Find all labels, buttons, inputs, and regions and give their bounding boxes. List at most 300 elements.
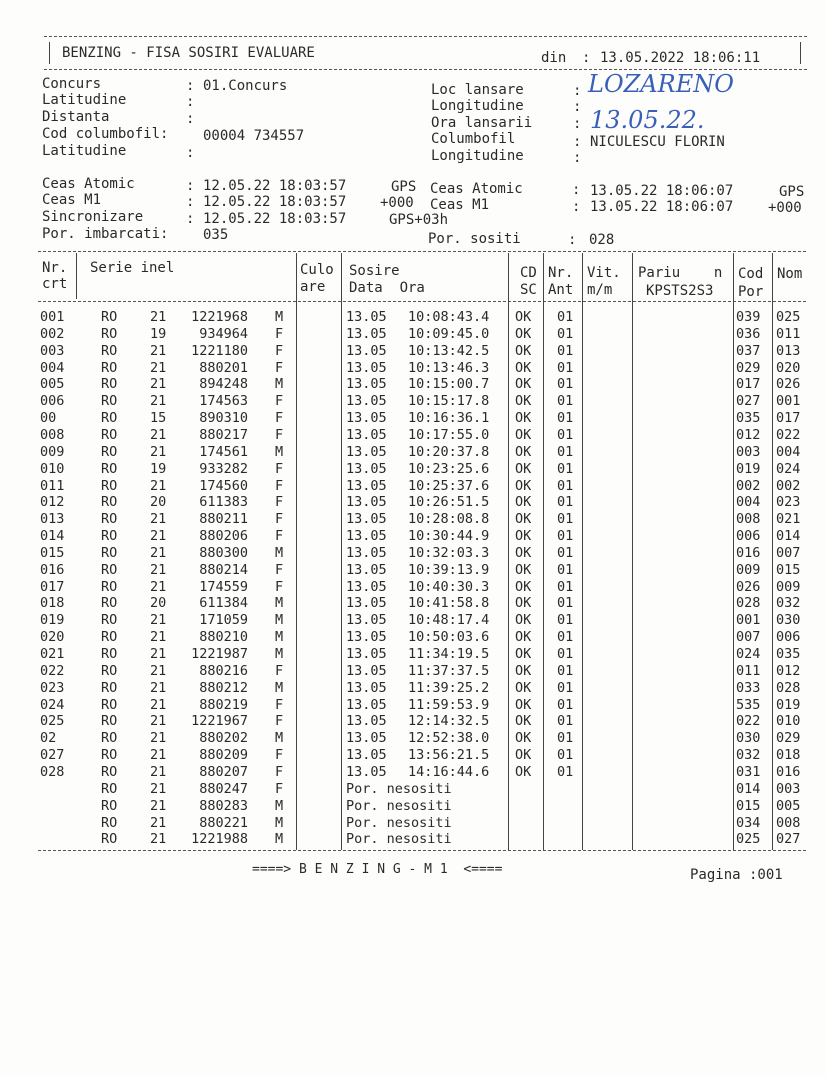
longitudine-label: Longitudine	[431, 98, 524, 114]
cell-ant: 01	[557, 730, 574, 747]
cell-cd: OK	[515, 595, 532, 612]
cell-yr: 21	[150, 629, 167, 646]
col-header-por: Por	[738, 284, 764, 300]
cell-cod: 015	[736, 797, 761, 814]
cell-cd: OK	[515, 561, 532, 578]
cell-ant: 01	[557, 309, 574, 325]
table-header-divider	[38, 301, 806, 302]
cell-cod: 004	[736, 494, 761, 511]
ora-lansarii-label: Ora lansarii	[431, 115, 533, 131]
col-header-ant: Ant	[548, 282, 574, 298]
imbarcati-value: 035	[203, 227, 229, 243]
report-date-colon: :	[582, 50, 591, 66]
cell-sex: M	[275, 814, 284, 831]
cell-num: 611384	[199, 595, 248, 612]
cell-sex: F	[275, 578, 284, 595]
cell-nom: 015	[776, 561, 801, 578]
cell-ant: 01	[557, 342, 574, 359]
cell-cc: RO	[101, 730, 118, 747]
cell-date: Por. nesositi	[346, 797, 452, 814]
ceas-m1-colon: :	[186, 194, 195, 210]
cell-time: 10:25:37.6	[408, 477, 490, 494]
cell-cc: RO	[101, 578, 118, 595]
cell-cod: 016	[736, 544, 761, 561]
cell-nr: 016	[40, 561, 65, 578]
cell-nom: 030	[776, 612, 801, 629]
cell-num: 171059	[199, 612, 248, 629]
cell-cd: OK	[515, 730, 532, 747]
cell-time: 10:15:17.8	[408, 393, 490, 410]
cell-sex: F	[275, 561, 284, 578]
cell-nom: 024	[776, 460, 801, 477]
cell-sex: F	[275, 410, 284, 427]
cell-cc: RO	[101, 376, 118, 393]
cell-time: 10:16:36.1	[408, 410, 490, 427]
cell-cd: OK	[515, 578, 532, 595]
cell-cod: 026	[736, 578, 761, 595]
cell-yr: 21	[150, 831, 167, 848]
col-divider-culo	[296, 253, 297, 850]
cell-time: 11:39:25.2	[408, 679, 490, 696]
cell-ant: 01	[557, 359, 574, 376]
cell-cod: 032	[736, 747, 761, 764]
cell-nr: 004	[40, 359, 65, 376]
cell-num: 174561	[199, 443, 248, 460]
cell-num: 880206	[199, 528, 248, 545]
ceas-atomic-right-value: 13.05.22 18:06:07	[590, 183, 734, 199]
concurs-value: 01.Concurs	[203, 78, 288, 94]
cell-cod: 017	[736, 376, 761, 393]
cell-cc: RO	[101, 747, 118, 764]
cell-sex: M	[275, 544, 284, 561]
cell-cd: OK	[515, 747, 532, 764]
cell-time: 11:34:19.5	[408, 646, 490, 662]
cell-cd: OK	[515, 713, 532, 730]
ceas-atomic-colon: :	[186, 178, 195, 194]
cell-yr: 21	[150, 780, 167, 797]
cell-yr: 21	[150, 561, 167, 578]
cell-cc: RO	[101, 696, 118, 713]
cell-nom: 032	[776, 595, 801, 612]
ceas-atomic-right-suffix: GPS	[779, 184, 805, 200]
cell-nr: 013	[40, 511, 65, 528]
cell-nom: 025	[776, 309, 801, 325]
cell-num: 880207	[199, 763, 248, 780]
cell-date: 13.05	[346, 544, 387, 561]
cell-cd: OK	[515, 662, 532, 679]
cell-yr: 19	[150, 460, 167, 477]
cell-cd: OK	[515, 309, 532, 325]
cell-cd: OK	[515, 528, 532, 545]
cell-ant: 01	[557, 612, 574, 629]
cell-sex: F	[275, 696, 284, 713]
ceas-atomic-right-label: Ceas Atomic	[430, 181, 523, 197]
cell-nom: 028	[776, 679, 801, 696]
cell-date: 13.05	[346, 359, 387, 376]
col-header-kpsts: KPSTS2S3	[646, 283, 714, 299]
cell-cod: 035	[736, 410, 761, 427]
col-header-crt: crt	[42, 276, 68, 292]
cell-nom: 006	[776, 629, 801, 646]
cell-nr: 014	[40, 528, 65, 545]
cell-cod: 025	[736, 831, 761, 848]
cell-cod: 008	[736, 511, 761, 528]
cell-yr: 21	[150, 359, 167, 376]
cell-cd: OK	[515, 342, 532, 359]
col-divider-nrant	[543, 253, 544, 850]
cell-time: 10:26:51.5	[408, 494, 490, 511]
cell-sex: F	[275, 528, 284, 545]
cell-num: 1221180	[191, 342, 248, 359]
cell-cod: 014	[736, 780, 761, 797]
cell-time: 10:08:43.4	[408, 309, 490, 325]
cell-cod: 028	[736, 595, 761, 612]
cod-columbofil-label: Cod columbofil:	[42, 126, 169, 142]
cell-date: 13.05	[346, 494, 387, 511]
col-header-serie: Serie inel	[90, 260, 175, 276]
cell-date: 13.05	[346, 342, 387, 359]
cell-cd: OK	[515, 359, 532, 376]
cell-nr: 021	[40, 646, 65, 662]
ceas-atomic-right-colon: :	[572, 182, 581, 198]
cell-cc: RO	[101, 763, 118, 780]
cell-cc: RO	[101, 309, 118, 325]
cell-cc: RO	[101, 393, 118, 410]
cell-nr: 018	[40, 595, 65, 612]
cell-ant: 01	[557, 747, 574, 764]
cell-date: 13.05	[346, 578, 387, 595]
cell-date: 13.05	[346, 410, 387, 427]
cell-time: 10:41:58.8	[408, 595, 490, 612]
cell-nom: 019	[776, 696, 801, 713]
cell-yr: 21	[150, 662, 167, 679]
cell-sex: F	[275, 763, 284, 780]
cell-time: 10:28:08.8	[408, 511, 490, 528]
col-header-vit: Vit.	[587, 265, 621, 281]
cell-yr: 21	[150, 730, 167, 747]
cell-date: 13.05	[346, 679, 387, 696]
col-header-data-ora: Data Ora	[349, 280, 425, 296]
cell-sex: F	[275, 342, 284, 359]
longitudine2-label: Longitudine	[431, 148, 524, 164]
cell-num: 880212	[199, 679, 248, 696]
col-header-nr-ant: Nr.	[548, 265, 574, 281]
cell-cod: 031	[736, 763, 761, 780]
cell-cod: 036	[736, 325, 761, 342]
cell-date: 13.05	[346, 477, 387, 494]
cell-cc: RO	[101, 410, 118, 427]
col-divider-vit	[582, 253, 583, 850]
cell-cc: RO	[101, 561, 118, 578]
cell-nr: 017	[40, 578, 65, 595]
col-header-nom: Nom	[777, 266, 803, 282]
cell-date: 13.05	[346, 662, 387, 679]
cell-cd: OK	[515, 477, 532, 494]
cell-time: 10:50:03.6	[408, 629, 490, 646]
cell-date: Por. nesositi	[346, 780, 452, 797]
cell-cc: RO	[101, 359, 118, 376]
cell-sex: F	[275, 494, 284, 511]
cell-ant: 01	[557, 662, 574, 679]
sincronizare-label: Sincronizare	[42, 209, 144, 225]
cell-num: 174559	[199, 578, 248, 595]
cell-time: 11:59:53.9	[408, 696, 490, 713]
cell-ant: 01	[557, 460, 574, 477]
cell-ant: 01	[557, 595, 574, 612]
cell-yr: 21	[150, 713, 167, 730]
cell-cd: OK	[515, 376, 532, 393]
ceas-m1-right-label: Ceas M1	[430, 197, 490, 213]
cell-nr: 010	[40, 460, 65, 477]
cell-nom: 013	[776, 342, 801, 359]
cell-yr: 21	[150, 679, 167, 696]
cell-ant: 01	[557, 443, 574, 460]
cell-date: 13.05	[346, 460, 387, 477]
cell-cc: RO	[101, 511, 118, 528]
title-border-left	[49, 42, 50, 64]
cell-nom: 035	[776, 646, 801, 662]
page-number: Pagina :001	[690, 867, 783, 883]
cell-yr: 21	[150, 646, 167, 662]
col-divider-cod	[733, 253, 734, 850]
sositi-colon: :	[568, 232, 577, 248]
cell-nr: 006	[40, 393, 65, 410]
col-header-pariu: Pariu n	[638, 265, 723, 281]
cell-time: 12:14:32.5	[408, 713, 490, 730]
cell-num: 934964	[199, 325, 248, 342]
cell-ant: 01	[557, 393, 574, 410]
cell-sex: M	[275, 612, 284, 629]
cell-cd: OK	[515, 679, 532, 696]
ceas-m1-right-value: 13.05.22 18:06:07	[590, 199, 734, 215]
cell-time: 10:13:42.5	[408, 342, 490, 359]
cell-sex: F	[275, 747, 284, 764]
cell-nom: 009	[776, 578, 801, 595]
cell-yr: 21	[150, 696, 167, 713]
cell-date: 13.05	[346, 646, 387, 662]
cell-cd: OK	[515, 410, 532, 427]
cell-num: 880217	[199, 426, 248, 443]
cell-cc: RO	[101, 797, 118, 814]
cell-date: 13.05	[346, 325, 387, 342]
cell-nom: 008	[776, 814, 801, 831]
cell-nr: 003	[40, 342, 65, 359]
col-header-nr: Nr.	[42, 260, 68, 276]
cell-ant: 01	[557, 376, 574, 393]
latitudine2-colon: :	[186, 145, 195, 161]
ceas-m1-right-colon: :	[572, 199, 581, 215]
cell-cd: OK	[515, 494, 532, 511]
cell-cd: OK	[515, 763, 532, 780]
cell-num: 880211	[199, 511, 248, 528]
col-divider-sosire	[341, 253, 342, 850]
cell-cd: OK	[515, 612, 532, 629]
cell-nr: 028	[40, 763, 65, 780]
cell-yr: 21	[150, 309, 167, 325]
cell-ant: 01	[557, 696, 574, 713]
cell-sex: F	[275, 511, 284, 528]
cell-num: 880202	[199, 730, 248, 747]
cell-ant: 01	[557, 528, 574, 545]
cell-cod: 039	[736, 309, 761, 325]
cell-nr: 009	[40, 443, 65, 460]
cell-sex: M	[275, 831, 284, 848]
cell-nom: 017	[776, 410, 801, 427]
cell-cod: 009	[736, 561, 761, 578]
cell-date: 13.05	[346, 528, 387, 545]
col-header-mm: m/m	[587, 282, 613, 298]
col-header-cd: CD	[520, 265, 537, 281]
col-header-culo: Culo	[300, 262, 334, 278]
cell-cc: RO	[101, 460, 118, 477]
ceas-m1-label: Ceas M1	[42, 192, 102, 208]
cell-date: 13.05	[346, 612, 387, 629]
table-border-bottom	[38, 850, 806, 851]
cell-ant: 01	[557, 629, 574, 646]
ceas-atomic-label: Ceas Atomic	[42, 176, 135, 192]
cell-sex: F	[275, 359, 284, 376]
cell-nr: 015	[40, 544, 65, 561]
cell-time: 13:56:21.5	[408, 747, 490, 764]
cell-date: 13.05	[346, 747, 387, 764]
columbofil-label: Columbofil	[431, 131, 516, 147]
ora-lansarii-colon: :	[573, 116, 582, 132]
cell-cc: RO	[101, 679, 118, 696]
cell-yr: 20	[150, 494, 167, 511]
cell-cd: OK	[515, 511, 532, 528]
cell-nom: 011	[776, 325, 801, 342]
cell-cc: RO	[101, 426, 118, 443]
cell-time: 10:15:00.7	[408, 376, 490, 393]
cell-yr: 21	[150, 528, 167, 545]
cell-cod: 535	[736, 696, 761, 713]
cell-nr: 011	[40, 477, 65, 494]
cell-sex: F	[275, 477, 284, 494]
cell-date: 13.05	[346, 443, 387, 460]
cell-ant: 01	[557, 679, 574, 696]
cell-nom: 022	[776, 426, 801, 443]
cell-nom: 021	[776, 511, 801, 528]
cell-nr: 00	[40, 410, 57, 427]
latitudine2-label: Latitudine	[42, 143, 127, 159]
cell-cod: 034	[736, 814, 761, 831]
cell-cd: OK	[515, 325, 532, 342]
cell-num: 880214	[199, 561, 248, 578]
sositi-value: 028	[589, 232, 615, 248]
cell-ant: 01	[557, 325, 574, 342]
cell-cod: 037	[736, 342, 761, 359]
cell-cc: RO	[101, 646, 118, 662]
cell-cc: RO	[101, 780, 118, 797]
cell-cc: RO	[101, 831, 118, 848]
cell-num: 174560	[199, 477, 248, 494]
cell-yr: 21	[150, 376, 167, 393]
cell-sex: M	[275, 376, 284, 393]
cell-date: Por. nesositi	[346, 831, 452, 848]
cell-nr: 001	[40, 309, 65, 325]
cell-nr: 023	[40, 679, 65, 696]
latitudine-colon: :	[186, 94, 195, 110]
cell-nom: 020	[776, 359, 801, 376]
report-title: BENZING - FISA SOSIRI EVALUARE	[62, 45, 315, 61]
cell-time: 10:17:55.0	[408, 426, 490, 443]
col-divider-pariu	[632, 253, 633, 850]
col-divider-nom	[772, 253, 773, 850]
report-date-label: din	[541, 50, 567, 66]
cell-nr: 022	[40, 662, 65, 679]
cell-time: 10:32:03.3	[408, 544, 490, 561]
cell-nom: 023	[776, 494, 801, 511]
cell-nom: 026	[776, 376, 801, 393]
cell-nom: 027	[776, 831, 801, 848]
cell-yr: 21	[150, 511, 167, 528]
cell-sex: F	[275, 460, 284, 477]
cell-cc: RO	[101, 612, 118, 629]
cell-time: 10:30:44.9	[408, 528, 490, 545]
cell-cd: OK	[515, 460, 532, 477]
cell-cod: 019	[736, 460, 761, 477]
cell-sex: M	[275, 679, 284, 696]
cell-nom: 016	[776, 763, 801, 780]
cell-num: 880300	[199, 544, 248, 561]
distanta-label: Distanta	[42, 109, 110, 125]
cell-nr: 020	[40, 629, 65, 646]
ceas-m1-right-suffix: +000	[768, 200, 802, 216]
cell-num: 890310	[199, 410, 248, 427]
columbofil-colon: :	[573, 134, 582, 150]
cell-num: 880209	[199, 747, 248, 764]
cell-time: 10:20:37.8	[408, 443, 490, 460]
cell-nr: 02	[40, 730, 57, 747]
cell-ant: 01	[557, 713, 574, 730]
cell-cc: RO	[101, 629, 118, 646]
concurs-label: Concurs	[42, 76, 102, 92]
longitudine2-colon: :	[573, 150, 582, 166]
cell-yr: 19	[150, 325, 167, 342]
cell-cc: RO	[101, 443, 118, 460]
cell-nr: 012	[40, 494, 65, 511]
cell-cod: 007	[736, 629, 761, 646]
cell-num: 894248	[199, 376, 248, 393]
cell-yr: 21	[150, 342, 167, 359]
cell-date: 13.05	[346, 561, 387, 578]
cell-sex: M	[275, 443, 284, 460]
cell-cc: RO	[101, 662, 118, 679]
cell-yr: 21	[150, 426, 167, 443]
cod-columbofil-value: 00004 734557	[203, 128, 305, 144]
ora-lansarii-handwritten: 13.05.22.	[590, 106, 705, 134]
cell-cd: OK	[515, 629, 532, 646]
cell-yr: 21	[150, 393, 167, 410]
cell-cc: RO	[101, 477, 118, 494]
cell-num: 1221988	[191, 831, 248, 848]
cell-sex: M	[275, 730, 284, 747]
cell-num: 880210	[199, 629, 248, 646]
cell-date: 13.05	[346, 595, 387, 612]
cell-yr: 21	[150, 763, 167, 780]
cell-nom: 029	[776, 730, 801, 747]
cell-time: 10:09:45.0	[408, 325, 490, 342]
cell-ant: 01	[557, 511, 574, 528]
cell-cc: RO	[101, 713, 118, 730]
cell-ant: 01	[557, 477, 574, 494]
sincronizare-colon: :	[186, 211, 195, 227]
cell-sex: F	[275, 393, 284, 410]
cell-cd: OK	[515, 393, 532, 410]
col-header-cod: Cod	[738, 266, 764, 282]
cell-time: 10:23:25.6	[408, 460, 490, 477]
loc-lansare-handwritten: LOZARENO	[588, 70, 734, 98]
